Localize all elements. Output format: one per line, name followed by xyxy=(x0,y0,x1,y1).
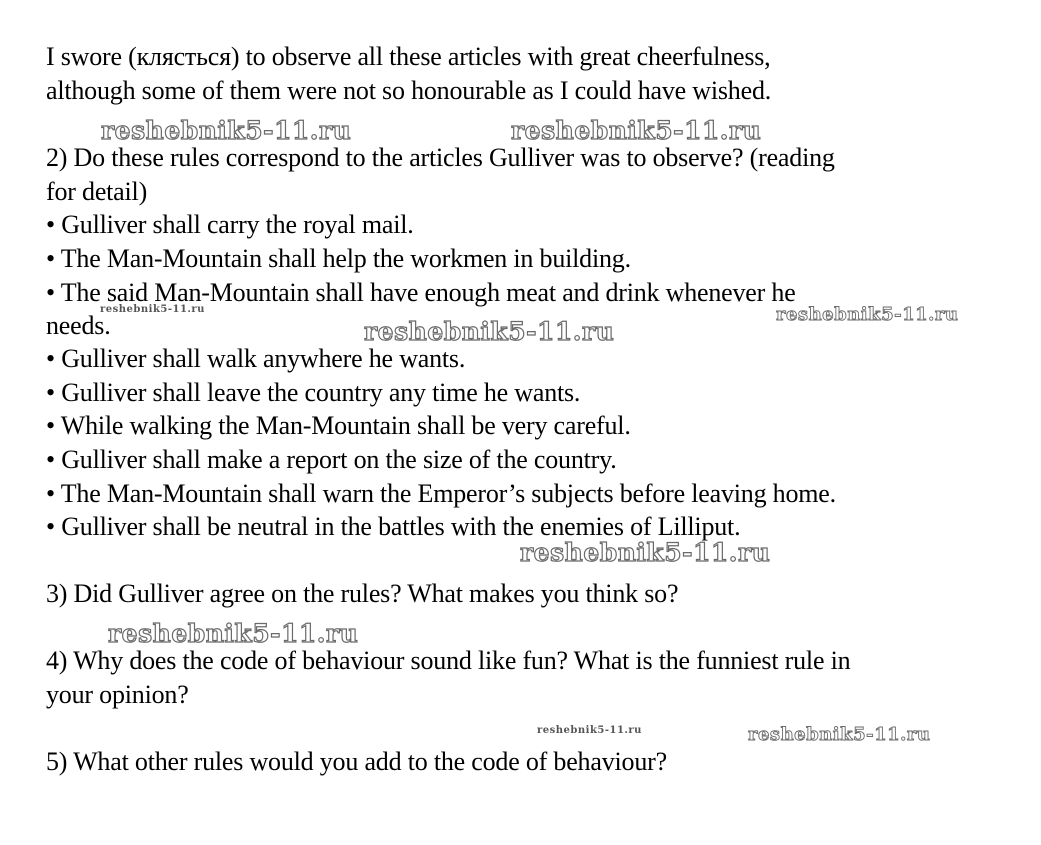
question-5: 5) What other rules would you add to the code of behaviour? xyxy=(46,747,667,776)
watermark: reshebnik5-11.ru xyxy=(108,619,359,648)
watermark: reshebnik5-11.ru xyxy=(748,724,931,745)
watermark: reshebnik5-11.ru xyxy=(101,116,352,145)
question-2-line-1: 2) Do these rules correspond to the articles Gulliver was to observe? (reading xyxy=(46,143,835,172)
question-3: 3) Did Gulliver agree on the rules? What makes you think so? xyxy=(46,579,679,608)
text-line-intro-1: I swore (клясться) to observe all these articles with great cheerfulness, xyxy=(46,42,771,71)
watermark: reshebnik5-11.ru xyxy=(537,725,642,736)
rule-item-2: • The Man-Mountain shall help the workmen in building. xyxy=(46,244,631,273)
rule-item-7: • Gulliver shall make a report on the size of the country. xyxy=(46,445,617,474)
watermark: reshebnik5-11.ru xyxy=(511,116,762,145)
question-2-line-2: for detail) xyxy=(46,177,148,206)
question-4-line-1: 4) Why does the code of behaviour sound like fun? What is the funniest rule in xyxy=(46,646,851,675)
text-line-intro-2: although some of them were not so honourable as I could have wished. xyxy=(46,76,772,105)
rule-item-3-cont: needs. xyxy=(46,311,111,340)
watermark: reshebnik5-11.ru xyxy=(776,304,959,325)
rule-item-8: • The Man-Mountain shall warn the Emperor’s subjects before leaving home. xyxy=(46,479,836,508)
rule-item-6: • While walking the Man-Mountain shall be very careful. xyxy=(46,411,631,440)
rule-item-4: • Gulliver shall walk anywhere he wants. xyxy=(46,344,466,373)
watermark: reshebnik5-11.ru xyxy=(364,317,615,346)
rule-item-1: • Gulliver shall carry the royal mail. xyxy=(46,210,414,239)
rule-item-9: • Gulliver shall be neutral in the battles with the enemies of Lilliput. xyxy=(46,512,741,541)
watermark: reshebnik5-11.ru xyxy=(100,304,205,315)
question-4-line-2: your opinion? xyxy=(46,680,189,709)
rule-item-5: • Gulliver shall leave the country any time he wants. xyxy=(46,378,581,407)
watermark: reshebnik5-11.ru xyxy=(520,538,771,567)
rule-item-3: • The said Man-Mountain shall have enough meat and drink whenever he xyxy=(46,278,796,307)
